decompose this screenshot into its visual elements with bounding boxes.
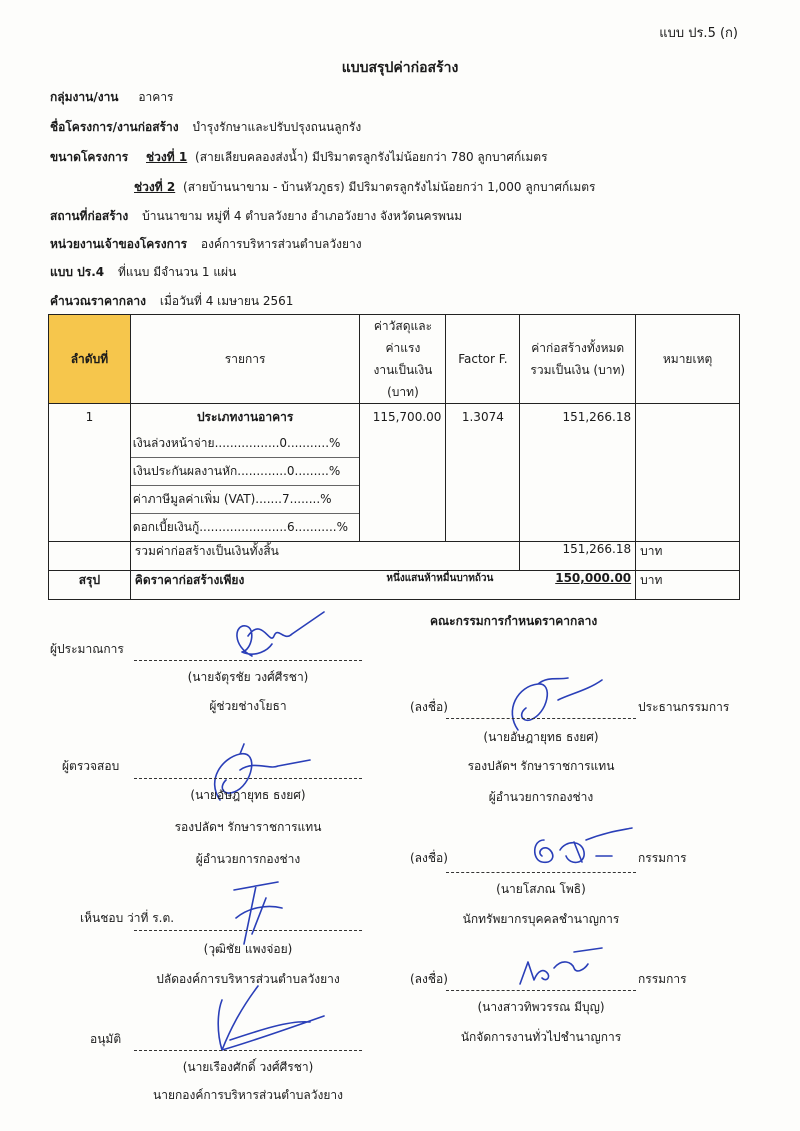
form-code: แบบ ปร.5 (ก) [659,26,738,41]
checker-line [134,778,362,779]
chair-position-1: รองปลัดฯ รักษาราชการแทน [467,759,615,773]
agree-line [134,930,362,931]
header-cost-line-1: ค่าวัสดุและค่าแรง [373,319,433,355]
size-row-1 [50,148,548,167]
location-value: บ้านนาขาม หมู่ที่ 4 ตำบลวังยาง อำเภอวังยาง จังหวัดนครพนม [142,209,463,223]
row-cost: 115,700.00 [360,404,446,542]
table-row [49,404,740,542]
member2-position: นักจัดการงานทั่วไปชำนาญการ [460,1030,622,1044]
checker-label: ผู้ตรวจสอบ [62,759,120,773]
checker-position-1: รองปลัดฯ รักษาราชการแทน [174,820,322,834]
checker-name: (นายอัษฎายุทธ ธงยศ) [190,788,306,802]
member1-name: (นายโสภณ โพธิ) [496,882,586,896]
estimator-signature [212,606,332,668]
size-row-2 [134,178,596,197]
calc-date-row [50,292,293,311]
estimator-line [134,660,362,661]
sub-line-interest: ดอกเบี้ยเงินกู้.......................6...........% [132,520,348,534]
sum-unit: บาท [636,542,740,571]
member2-role: กรรมการ [638,972,687,986]
approve-label: อนุมัติ [90,1032,122,1046]
member1-sign-label: (ลงชื่อ) [410,851,448,865]
row-item-cell [130,404,360,542]
agree-name: (วุฒิชัย แพงจ่อย) [203,942,293,956]
member2-sign-label: (ลงชื่อ) [410,972,448,986]
location-label: สถานที่ก่อสร้าง [50,209,129,223]
header-cost-line-2: งานเป็นเงิน (บาท) [373,363,433,399]
row-no: 1 [49,404,131,542]
committee-title: คณะกรรมการกำหนดราคากลาง [430,614,598,628]
estimator-name: (นายจัตุรชัย วงศ์ศีรชา) [187,670,309,684]
row-factor: 1.3074 [446,404,520,542]
section1-text: (สายเลียบคลองส่งน้ำ) มีปริมาตรลูกรังไม่น้อยกว่า 780 ลูกบาศก์เมตร [195,150,548,164]
summary-value: 150,000.00 [520,571,636,600]
member2-line [446,990,636,991]
header-item: รายการ [130,315,360,404]
cost-summary-table [48,314,740,600]
chair-position-2: ผู้อำนวยการกองช่าง [488,790,594,804]
summary-label: สรุป [49,571,131,600]
approve-line [134,1050,362,1051]
row-item-title: ประเภทงานอาคาร [196,410,294,424]
sum-empty-cell [49,542,131,571]
header-no: ลำดับที่ [49,315,131,404]
chair-name: (นายอัษฎายุทธ ธงยศ) [483,730,599,744]
sub-line-advance: เงินล่วงหน้าจ่าย.................0...........% [131,430,360,458]
approve-signature [200,980,330,1070]
summary-words: หนึ่งแสนห้าหมื่นบาทถ้วน [360,571,520,600]
section2-label: ช่วงที่ 2 [134,180,176,194]
group-label: กลุ่มงาน/งาน [50,90,119,104]
sum-row [49,542,740,571]
table-header-row [49,315,740,404]
header-total-line-2: รวมเป็นเงิน (บาท) [530,363,626,377]
sum-value: 151,266.18 [520,542,636,571]
group-row [50,88,174,107]
row-total: 151,266.18 [520,404,636,542]
member2-name: (นางสาวทิพวรรณ มีบุญ) [477,1000,605,1014]
header-factor: Factor F. [446,315,520,404]
approve-position: นายกองค์การบริหารส่วนตำบลวังยาง [153,1088,343,1102]
header-total-line-1: ค่าก่อสร้างทั้งหมด [531,341,625,355]
checker-position-2: ผู้อำนวยการกองช่าง [195,852,301,866]
summary-unit: บาท [636,571,740,600]
sum-label: รวมค่าก่อสร้างเป็นเงินทั้งสิ้น [130,542,520,571]
summary-row [49,571,740,600]
sub-line-guarantee: เงินประกันผลงานหัก.............0.........% [131,458,360,486]
agree-position: ปลัดองค์การบริหารส่วนตำบลวังยาง [156,972,340,986]
project-value: บำรุงรักษาและปรับปรุงถนนลูกรัง [192,120,362,134]
member1-role: กรรมการ [638,851,687,865]
approve-name: (นายเรืองศักดิ์ วงศ์ศีรชา) [182,1060,314,1074]
header-total [520,315,636,404]
estimator-position: ผู้ช่วยช่างโยธา [209,699,287,713]
project-label: ชื่อโครงการ/งานก่อสร้าง [50,120,179,134]
row-note [636,404,740,542]
document-title: แบบสรุปค่าก่อสร้าง [341,60,459,76]
location-row [50,207,462,226]
header-note: หมายเหตุ [636,315,740,404]
size-label: ขนาดโครงการ [50,150,129,164]
section1-label: ช่วงที่ 1 [146,150,188,164]
member1-signature [526,826,636,876]
estimator-label: ผู้ประมาณการ [50,642,124,656]
chair-signature [498,670,608,736]
owner-label: หน่วยงานเจ้าของโครงการ [50,237,188,251]
summary-text: คิดราคาก่อสร้างเพียง [130,571,360,600]
member1-line [446,872,636,873]
agree-signature [226,878,296,948]
form-ref-value: ที่แนบ มีจำนวน 1 แผ่น [117,265,237,279]
owner-value: องค์การบริหารส่วนตำบลวังยาง [200,237,362,251]
form-ref-row [50,263,236,282]
project-row [50,118,361,137]
owner-row [50,235,362,254]
chair-line [446,718,636,719]
header-cost [360,315,446,404]
section2-text: (สายบ้านนาขาม - บ้านหัวภูธร) มีปริมาตรลูกรังไม่น้อยกว่า 1,000 ลูกบาศก์เมตร [183,180,596,194]
chair-sign-label: (ลงชื่อ) [410,700,448,714]
member2-signature [514,944,604,994]
member1-position: นักทรัพยากรบุคคลชำนาญการ [462,912,620,926]
form-ref-label: แบบ ปร.4 [50,265,105,279]
chair-role: ประธานกรรมการ [638,700,730,714]
group-value: อาคาร [138,90,174,104]
calc-date-label: คำนวณราคากลาง [50,294,147,308]
agree-label: เห็นชอบ ว่าที่ ร.ต. [80,911,175,925]
sub-line-vat: ค่าภาษีมูลค่าเพิ่ม (VAT).......7........% [131,486,360,514]
calc-date-value: เมื่อวันที่ 4 เมษายน 2561 [159,294,294,308]
